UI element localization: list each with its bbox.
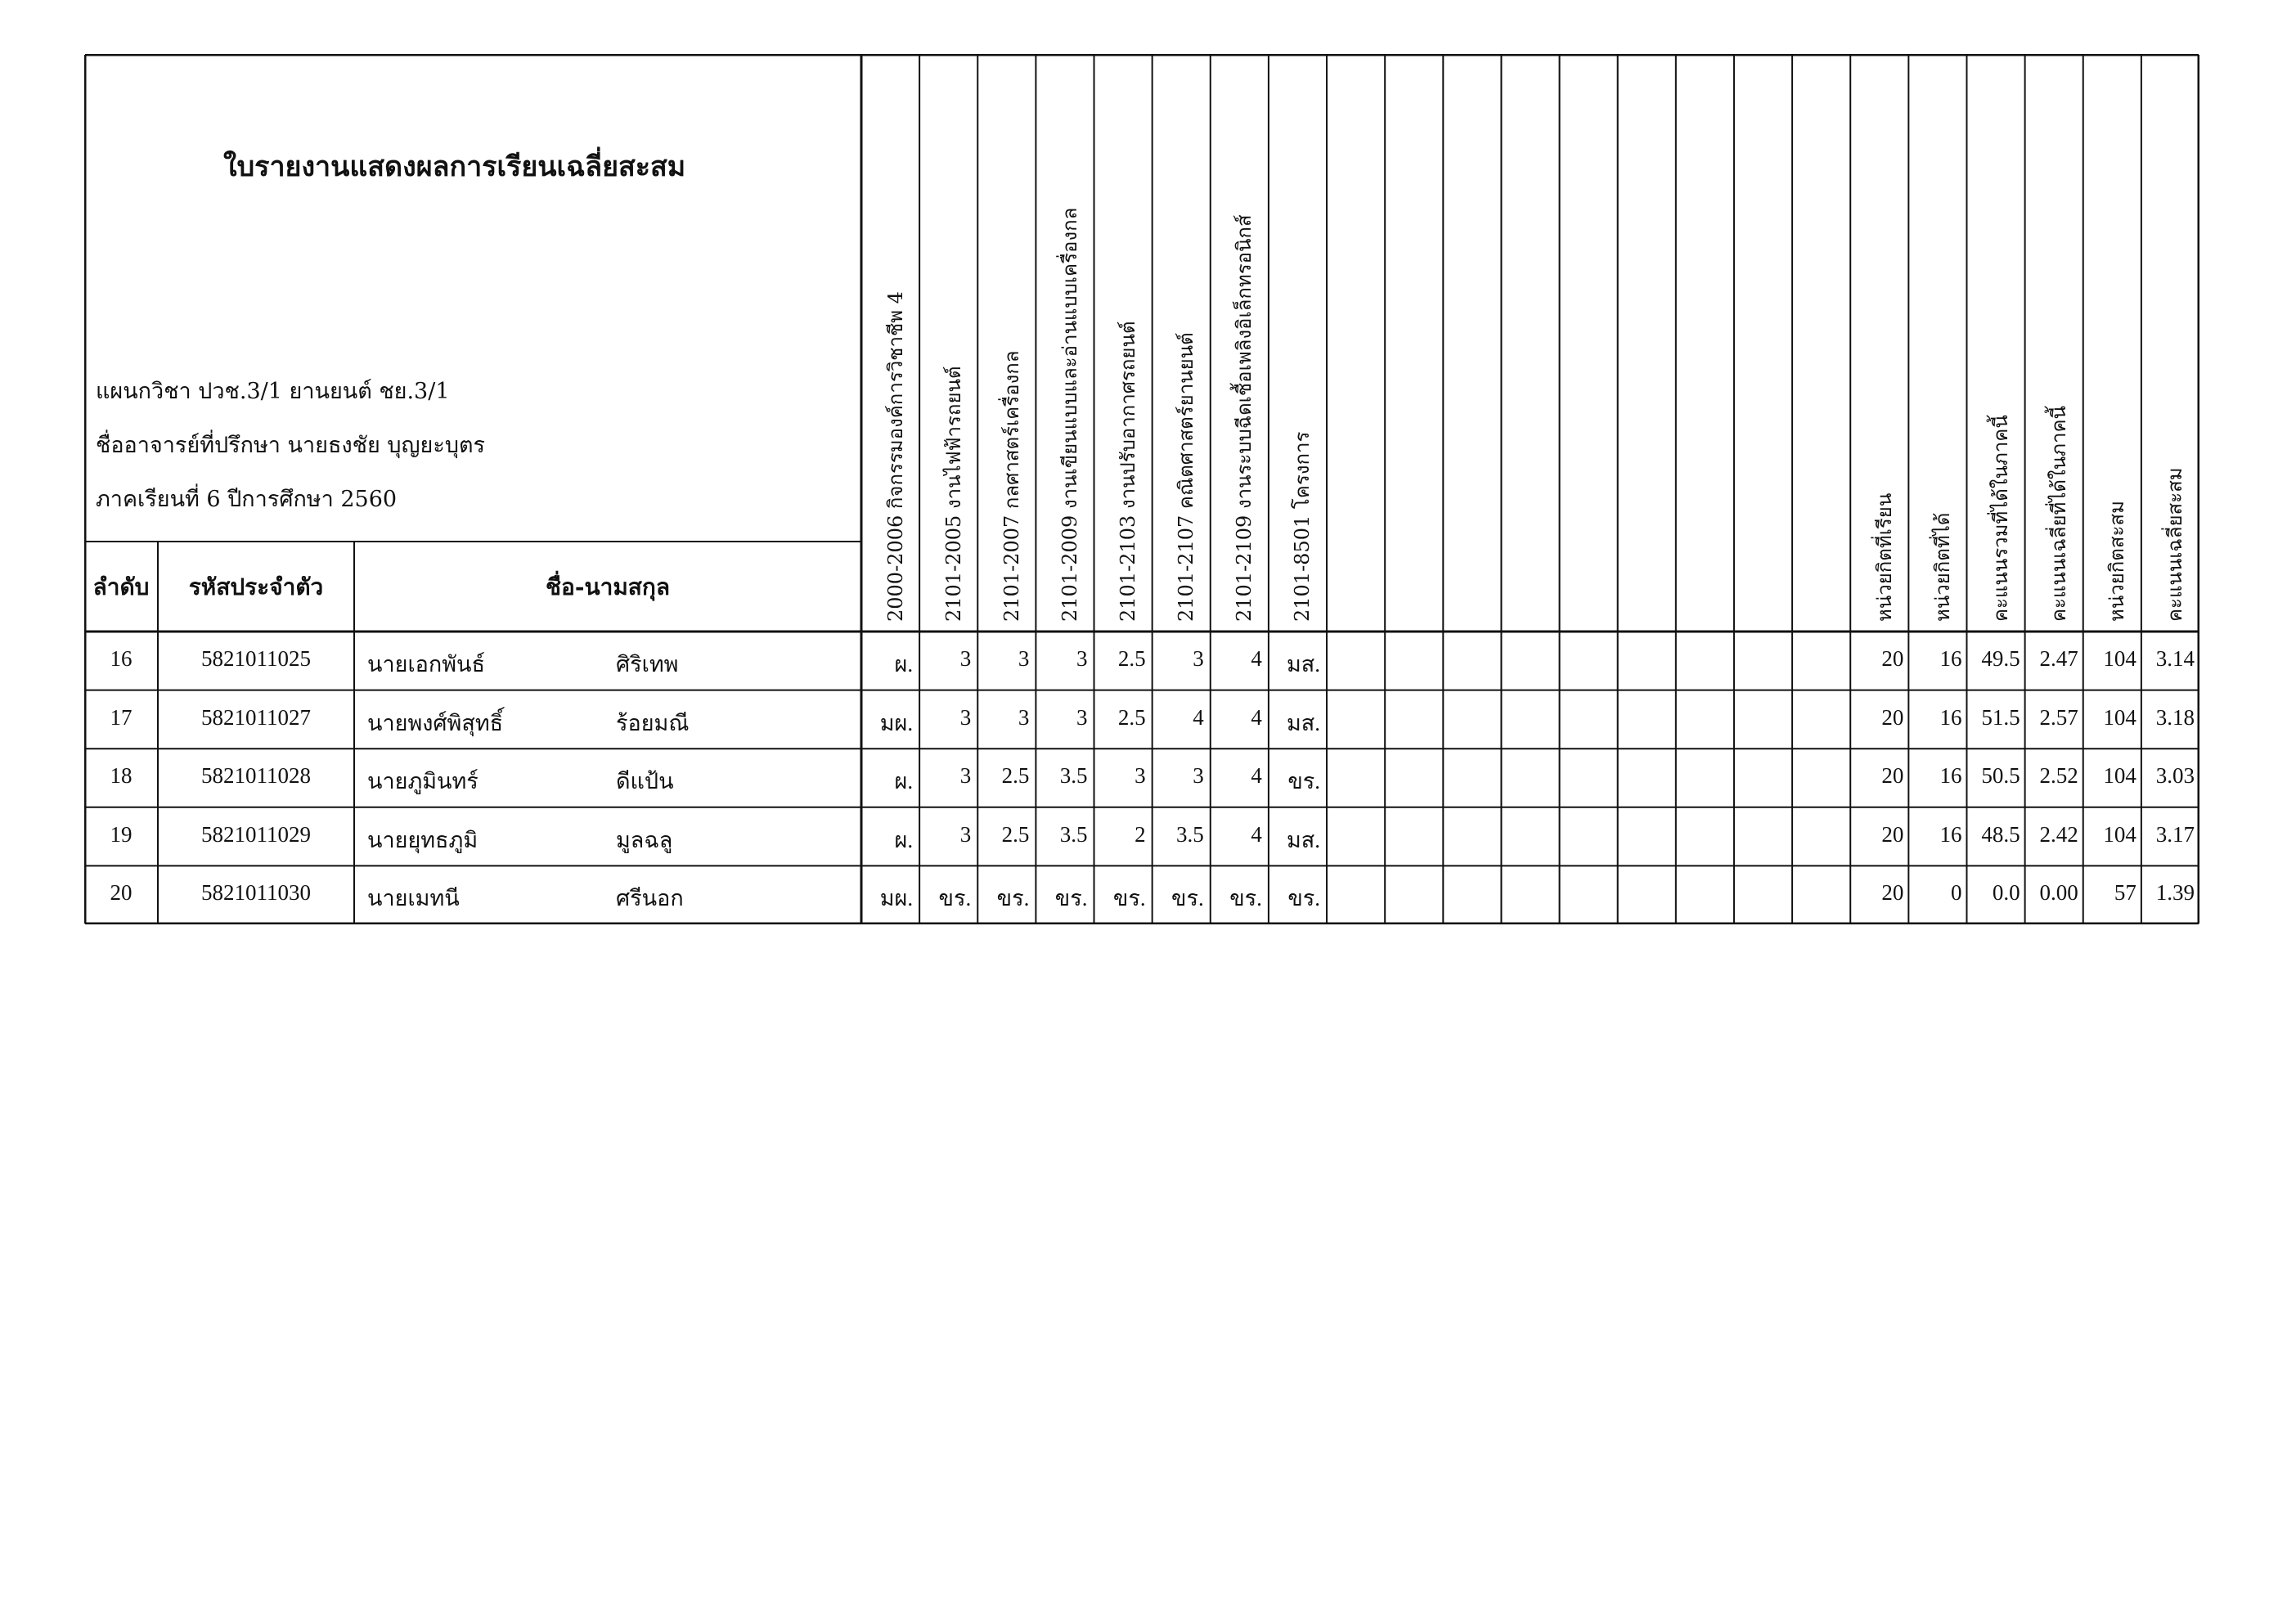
row-order: 16 [110, 646, 133, 671]
summary-header: หน่วยกิตที่เรียน [1872, 492, 1896, 622]
grade-cell: 3.5 [1176, 821, 1204, 847]
grade-cell: 3 [959, 646, 972, 671]
summary-cell: 49.5 [1981, 646, 2020, 671]
grade-cell: ขร. [1171, 886, 1204, 911]
subject-header: 2101-2007 กลศาสตร์เครื่องกล [1000, 350, 1023, 622]
summary-cell: 3.17 [2155, 821, 2195, 847]
grade-cell: 3.5 [1059, 763, 1088, 789]
row-last-name: ศิริเทพ [616, 652, 679, 677]
summary-header: คะแนนเฉลี่ยที่ได้ในภาคนี้ [2047, 406, 2071, 622]
summary-cell: 16 [1939, 763, 1962, 789]
grade-cell: มส. [1287, 652, 1321, 677]
grade-cell: 4 [1193, 704, 1204, 730]
grade-cell: 3 [1076, 646, 1088, 671]
row-student-id: 5821011030 [201, 880, 311, 906]
row-first-name: นายยุทธภูมิ [367, 827, 479, 853]
summary-cell: 16 [1939, 704, 1962, 730]
summary-cell: 20 [1881, 763, 1904, 789]
summary-cell: 3.18 [2155, 704, 2195, 730]
department-line: แผนกวิชา ปวช.3/1 ยานยนต์ ชย.3/1 [96, 379, 450, 404]
row-order: 19 [110, 821, 133, 847]
grade-cell: 3 [1193, 646, 1204, 671]
subject-header: 2101-8501 โครงการ [1291, 431, 1314, 622]
grade-cell: 3 [959, 704, 972, 730]
row-last-name: ดีแป้น [616, 769, 674, 795]
row-order: 18 [110, 763, 133, 789]
grade-cell: มส. [1287, 827, 1321, 852]
grade-cell: 4 [1251, 704, 1262, 730]
summary-cell: 104 [2103, 646, 2136, 671]
row-student-id: 5821011027 [201, 704, 311, 730]
summary-cell: 20 [1881, 646, 1904, 671]
grade-cell: มผ. [879, 886, 914, 911]
summary-cell: 104 [2103, 704, 2136, 730]
summary-header: คะแนนเฉลี่ยสะสม [2163, 467, 2187, 622]
summary-cell: 50.5 [1981, 763, 2020, 789]
subject-header: 2101-2005 งานไฟฟ้ารถยนต์ [941, 366, 965, 622]
row-last-name: ร้อยมณี [616, 710, 690, 736]
grade-cell: 3 [1076, 704, 1088, 730]
grade-cell: 4 [1251, 763, 1262, 789]
header-name: ชื่อ-นามสกุล [546, 573, 670, 600]
summary-cell: 2.47 [2039, 646, 2078, 671]
row-order: 17 [110, 704, 133, 730]
grade-cell: 2 [1135, 821, 1146, 847]
subject-header: 2101-2107 คณิตศาสตร์ยานยนต์ [1175, 332, 1198, 622]
summary-cell: 0.0 [1992, 880, 2020, 906]
grade-cell: มผ. [879, 710, 914, 735]
grade-cell: ขร. [1287, 886, 1321, 911]
summary-cell: 20 [1881, 821, 1904, 847]
semester-line: ภาคเรียนที่ 6 ปีการศึกษา 2560 [96, 487, 398, 512]
grade-cell: 2.5 [1117, 646, 1146, 671]
grade-cell: 2.5 [1117, 704, 1146, 730]
grade-cell: ผ. [894, 769, 914, 794]
summary-cell: 1.39 [2155, 880, 2195, 906]
grade-cell: ขร. [996, 886, 1030, 911]
summary-cell: 57 [2114, 880, 2136, 906]
header-student-id: รหัสประจำตัว [188, 573, 324, 600]
summary-cell: 0 [1950, 880, 1962, 906]
row-first-name: นายภูมินทร์ [367, 769, 479, 795]
subject-header: 2000-2006 กิจกรรมองค์การวิชาชีพ 4 [883, 291, 907, 622]
grade-cell: ขร. [1287, 769, 1321, 794]
grade-cell: 3 [1193, 763, 1204, 789]
grade-cell: 2.5 [1001, 821, 1030, 847]
grade-cell: 3 [1018, 704, 1030, 730]
summary-cell: 104 [2103, 763, 2136, 789]
row-first-name: นายเอกพันธ์ [367, 652, 485, 677]
subject-header: 2101-2109 งานระบบฉีดเชื้อเพลิงอิเล็กทรอนิกส์ [1233, 214, 1256, 622]
summary-cell: 3.03 [2155, 763, 2195, 789]
row-first-name: นายพงศ์พิสุทธิ์ [367, 710, 504, 736]
row-order: 20 [110, 880, 133, 906]
grade-cell: 3 [1018, 646, 1030, 671]
summary-cell: 16 [1939, 821, 1962, 847]
summary-cell: 3.14 [2155, 646, 2195, 671]
summary-cell: 48.5 [1981, 821, 2020, 847]
row-student-id: 5821011025 [201, 646, 311, 671]
grade-cell: ผ. [894, 652, 914, 677]
summary-cell: 2.42 [2039, 821, 2078, 847]
summary-cell: 2.52 [2039, 763, 2078, 789]
grade-cell: 3 [959, 763, 972, 789]
row-last-name: ศรีนอก [616, 886, 684, 912]
summary-cell: 51.5 [1981, 704, 2020, 730]
grade-cell: ผ. [894, 827, 914, 852]
grade-cell: 4 [1251, 821, 1262, 847]
row-student-id: 5821011028 [201, 763, 311, 789]
summary-cell: 104 [2103, 821, 2136, 847]
summary-header: คะแนนรวมที่ได้ในภาคนี้ [1989, 415, 2013, 622]
grade-cell: 3.5 [1059, 821, 1088, 847]
row-student-id: 5821011029 [201, 821, 311, 847]
grade-report [84, 54, 2199, 924]
summary-cell: 20 [1881, 880, 1904, 906]
grade-cell: 3 [959, 821, 972, 847]
summary-cell: 20 [1881, 704, 1904, 730]
subject-header: 2101-2103 งานปรับอากาศรถยนต์ [1117, 321, 1140, 622]
summary-cell: 2.57 [2039, 704, 2078, 730]
grade-cell: ขร. [1054, 886, 1088, 911]
grade-cell: ขร. [1112, 886, 1146, 911]
header-order: ลำดับ [92, 573, 150, 600]
grade-cell: 2.5 [1001, 763, 1030, 789]
summary-header: หน่วยกิตที่ได้ [1930, 512, 1954, 622]
subject-header: 2101-2009 งานเขียนแบบและอ่านแบบเครื่องกล [1058, 207, 1081, 622]
grade-cell: 4 [1251, 646, 1262, 671]
grade-cell: ขร. [1229, 886, 1262, 911]
report-title: ใบรายงานแสดงผลการเรียนเฉลี่ยสะสม [223, 151, 686, 183]
summary-cell: 0.00 [2039, 880, 2078, 906]
grade-cell: 3 [1135, 763, 1146, 789]
summary-header: หน่วยกิตสะสม [2105, 501, 2129, 622]
row-first-name: นายเมทนี [367, 886, 460, 912]
grade-cell: ขร. [938, 886, 972, 911]
row-last-name: มูลฉลู [616, 827, 673, 853]
advisor-line: ชื่ออาจารย์ที่ปรึกษา นายธงชัย บุญยะบุตร [96, 433, 486, 458]
summary-cell: 16 [1939, 646, 1962, 671]
grade-cell: มส. [1287, 710, 1321, 735]
